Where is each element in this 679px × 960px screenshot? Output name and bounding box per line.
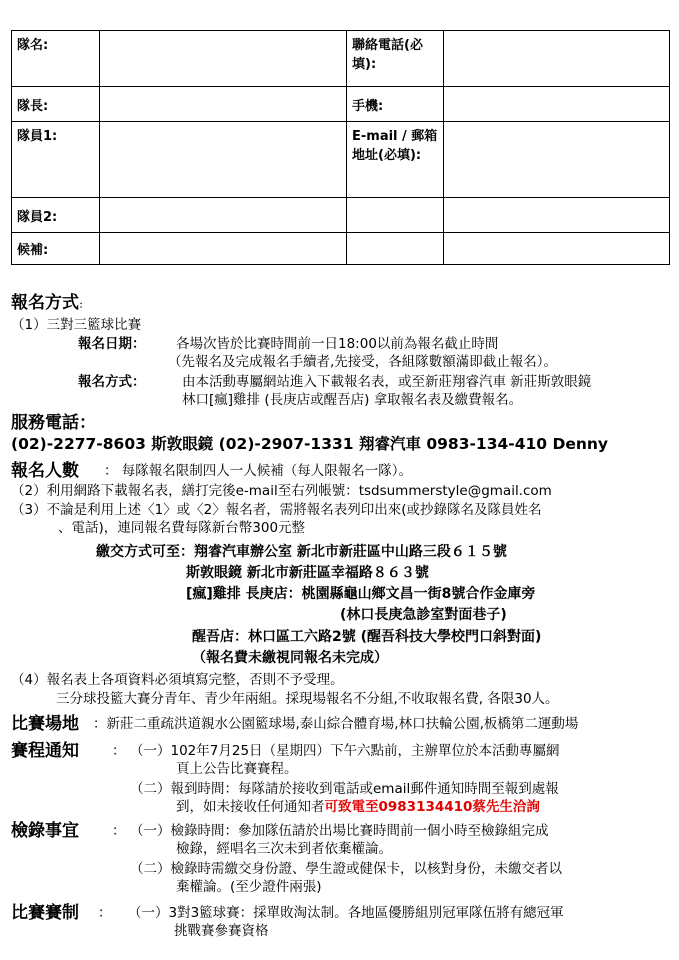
service-phones: (02)-2277-8603 斯敦眼鏡 (02)-2907-1331 翔睿汽車 0983-134-410 Denny: [11, 435, 609, 453]
email-label: E-mail / 郵箱地址(必填):: [347, 122, 444, 198]
blank-cell: [444, 233, 670, 265]
blank-cell: [347, 233, 444, 265]
payment-line6: （報名費未繳視同報名未完成）: [192, 650, 388, 666]
member2-field[interactable]: [100, 198, 347, 233]
checkin-item2-line2: 棄權論。(至少證件兩張): [176, 879, 322, 895]
form-row-member2: [12, 198, 670, 233]
payment-line4: (林口長庚急診室對面巷子): [340, 607, 507, 623]
substitute-field[interactable]: [100, 233, 347, 265]
schedule-item2-line2: [176, 795, 540, 815]
form-row-member1: [12, 122, 670, 198]
schedule-contact-highlight: 可致電至0983134410蔡先生洽詢: [324, 799, 540, 815]
registration-method-label: 報名方式：: [78, 374, 146, 390]
payment-line1: 繳交方式可至：翔睿汽車辦公室 新北市新莊區中山路三段６１５號: [96, 544, 507, 560]
member2-label: 隊員2:: [12, 198, 100, 233]
registration-date-text: 各場次皆於比賽時間前一日18:00以前為報名截止時間: [176, 336, 499, 352]
headcount-item2: （2）利用網路下載報名表，繕打完後e-mail至右列帳號：tsdsummerstyle@gmail.com: [11, 483, 552, 499]
schedule-item2-line1: （二）報到時間：每隊請於接收到電話或email郵件通知時間至報到處報: [130, 781, 559, 797]
form-row-captain: [12, 87, 670, 122]
schedule-item2-line2-prefix: 到，如未接收任何通知者: [176, 799, 325, 815]
format-item1-line2: 挑戰賽參賽資格: [174, 923, 269, 939]
headcount-heading: 報名人數: [11, 461, 79, 481]
blank-cell: [444, 198, 670, 233]
service-heading: 服務電話：: [11, 413, 96, 433]
blank-cell: [347, 198, 444, 233]
registration-date-note: （先報名及完成報名手續者,先接受，各組隊數額滿即截止報名）。: [168, 354, 558, 370]
mobile-label: 手機:: [347, 87, 444, 122]
registration-form-table: [11, 30, 670, 265]
mobile-field[interactable]: [444, 87, 670, 122]
schedule-heading: 賽程通知: [11, 741, 79, 761]
item4-line1: （4）報名表上各項資料必須填寫完整，否則不予受理。: [11, 672, 344, 688]
member1-label: 隊員1:: [12, 122, 100, 198]
registration-item1: （1）三對三籃球比賽: [11, 317, 142, 333]
headcount-item3-line2: 、電話)，連同報名費每隊新台幣300元整: [58, 520, 306, 536]
checkin-colon: ：: [112, 823, 126, 839]
venue-heading: 比賽場地: [11, 714, 79, 734]
schedule-item1-line1: （一）102年7月25日（星期四）下午六點前，主辦單位於本活動專屬網: [130, 743, 560, 759]
checkin-item1-line1: （一）檢錄時間：參加隊伍請於出場比賽時間前一個小時至檢錄組完成: [130, 823, 549, 839]
registration-method-text2: 林口[瘋]雞排 (長庚店或醒吾店) 拿取報名表及繳費報名。: [182, 392, 523, 408]
schedule-item1-line2: 頁上公告比賽賽程。: [176, 761, 298, 777]
registration-method-text1: 由本活動專屬網站進入下載報名表，或至新莊翔睿汽車 新莊斯敦眼鏡: [182, 374, 592, 390]
schedule-colon: ：: [112, 743, 126, 759]
checkin-item2-line1: （二）檢錄時需繳交身份證、學生證或健保卡，以核對身份，未繳交者以: [130, 861, 562, 877]
payment-line2: 斯敦眼鏡 新北市新莊區幸福路８６３號: [186, 565, 429, 581]
format-heading: 比賽賽制: [11, 903, 79, 923]
headcount-text: ： 每隊報名限制四人一人候補（每人限報名一隊）。: [104, 463, 413, 479]
team-name-field[interactable]: [100, 31, 347, 87]
format-item1-line1: （一）3對3籃球賽：採單敗淘汰制。各地區優勝組別冠軍隊伍將有總冠軍: [128, 905, 564, 921]
form-row-team: [12, 31, 670, 87]
captain-field[interactable]: [100, 87, 347, 122]
email-field[interactable]: [444, 122, 670, 198]
member1-field[interactable]: [100, 122, 347, 198]
venue-text: ：新莊二重疏洪道親水公園籃球場,泰山綜合體育場,林口扶輪公園,板橋第二運動場: [93, 716, 579, 732]
substitute-label: 候補:: [12, 233, 100, 265]
item4-line2: 三分球投籃大賽分青年、青少年兩組。採現場報名不分組,不收取報名費, 各限30人。: [56, 691, 559, 707]
registration-date-label: 報名日期：: [78, 336, 146, 352]
headcount-item3-line1: （3）不論是利用上述〈1〉或〈2〉報名者，需將報名表列印出來(或抄錄隊名及隊員姓名: [11, 502, 542, 518]
checkin-heading: 檢錄事宜: [11, 821, 79, 841]
contact-phone-field[interactable]: [444, 31, 670, 87]
registration-heading-text: 報名方式: [11, 293, 79, 313]
registration-heading-suffix: ：: [79, 301, 89, 311]
format-colon: ：: [98, 905, 112, 921]
payment-line5: 醒吾店：林口區工六路2號 (醒吾科技大學校門口斜對面): [192, 629, 542, 645]
form-row-substitute: [12, 233, 670, 265]
registration-heading: [11, 288, 88, 313]
contact-phone-label: 聯絡電話(必填):: [347, 31, 444, 87]
checkin-item1-line2: 檢錄，經唱名三次未到者依棄權論。: [176, 841, 392, 857]
captain-label: 隊長:: [12, 87, 100, 122]
team-name-label: 隊名:: [12, 31, 100, 87]
payment-line3: [瘋]雞排 長庚店：桃園縣龜山鄉文昌一街8號合作金庫旁: [186, 586, 536, 602]
